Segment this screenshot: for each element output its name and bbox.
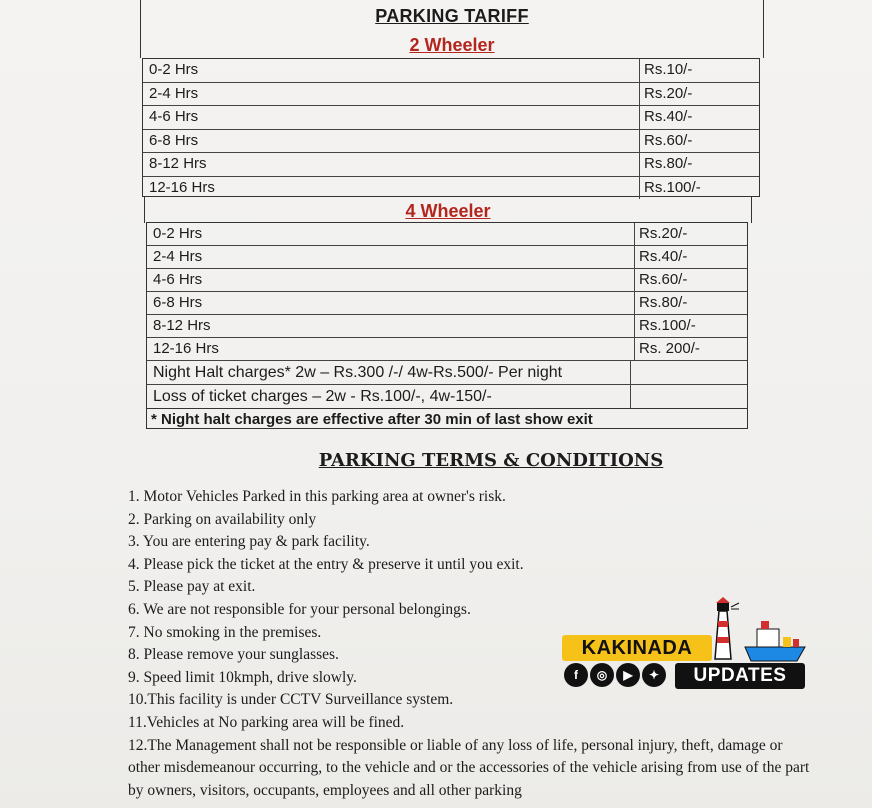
term-item: 8. Please remove your sunglasses.: [128, 646, 339, 664]
hours-cell: 2-4 Hrs: [153, 248, 203, 265]
rate-cell: Rs.40/-: [634, 246, 687, 268]
table-row: [147, 268, 747, 291]
term-item: 10.This facility is under CCTV Surveillance system.: [128, 691, 454, 709]
two-wheeler-heading: 2 Wheeler: [409, 35, 495, 55]
four-wheeler-header: [144, 196, 752, 223]
rate-cell: Rs.40/-: [639, 106, 692, 129]
table-row: [147, 245, 747, 268]
term-item: 2. Parking on availability only: [128, 510, 317, 528]
term-item: 6. We are not responsible for your personal belongings.: [128, 600, 471, 618]
term-item: 12.The Management shall not be responsible or liable of any loss of life, personal injury, theft, damage or other misdemeanour occurring, to the vehicle and or the accessories of the vehicle arising from use of the part by owners, visitors, occupants, employees and all other parking: [128, 736, 810, 799]
loss-ticket-row: [147, 384, 747, 408]
rate-cell: Rs.80/-: [634, 292, 687, 314]
tariff-title: PARKING TARIFF: [375, 6, 529, 26]
loss-ticket-text: Loss of ticket charges – 2w - Rs.100/-, 4w-150/-: [153, 388, 492, 405]
hours-cell: 4-6 Hrs: [149, 108, 199, 125]
hours-cell: 8-12 Hrs: [153, 317, 211, 334]
rate-cell: Rs. 200/-: [634, 338, 700, 360]
rate-cell: Rs.100/-: [639, 177, 701, 200]
logo-bottom-text: UPDATES: [675, 663, 805, 689]
four-wheeler-heading: 4 Wheeler: [405, 201, 491, 221]
table-row: [143, 82, 759, 106]
hours-cell: 6-8 Hrs: [149, 131, 199, 149]
term-item: 4. Please pick the ticket at the entry & preserve it until you exit.: [128, 555, 524, 573]
kakinada-updates-logo: [560, 597, 810, 692]
term-item: 1. Motor Vehicles Parked in this parking area at owner's risk.: [128, 488, 506, 505]
rate-cell: Rs.80/-: [639, 153, 692, 176]
terms-title: PARKING TERMS & CONDITIONS: [318, 450, 664, 471]
lighthouse-ship-icon: [705, 597, 810, 663]
facebook-icon: f: [564, 663, 588, 687]
hours-cell: 12-16 Hrs: [153, 340, 219, 357]
rate-cell: Rs.20/-: [634, 223, 687, 245]
table-row: [143, 129, 759, 153]
rate-cell: Rs.60/-: [634, 269, 687, 291]
loss-ticket-rate-cell: [630, 385, 631, 408]
night-halt-row: [147, 360, 747, 384]
hours-cell: 6-8 Hrs: [153, 294, 203, 311]
hours-cell: 8-12 Hrs: [149, 155, 207, 172]
twitter-icon: ✦: [642, 663, 666, 687]
rate-cell: Rs.20/-: [639, 83, 692, 106]
tariff-header: [140, 0, 764, 58]
table-row: [147, 223, 747, 245]
rate-cell: Rs.10/-: [639, 59, 692, 82]
four-wheeler-table: [146, 222, 748, 429]
hours-cell: 4-6 Hrs: [153, 271, 203, 288]
rate-cell: Rs.60/-: [639, 130, 692, 153]
social-icons: [564, 663, 666, 689]
term-item: 7. No smoking in the premises.: [128, 623, 322, 641]
term-item: 5. Please pay at exit.: [128, 578, 256, 596]
table-row: [147, 291, 747, 314]
hours-cell: 12-16 Hrs: [149, 178, 215, 196]
instagram-icon: ◎: [590, 663, 614, 687]
term-item: 11.Vehicles at No parking area will be fined.: [128, 713, 405, 731]
table-row: [147, 337, 747, 360]
two-wheeler-table: [142, 58, 760, 197]
term-item: 9. Speed limit 10kmph, drive slowly.: [128, 668, 357, 686]
hours-cell: 0-2 Hrs: [149, 61, 199, 78]
term-item: 3. You are entering pay & park facility.: [128, 533, 370, 551]
night-halt-footnote: * Night halt charges are effective after 30 min of last show exit: [147, 408, 747, 431]
table-row: [147, 314, 747, 337]
rate-cell: Rs.100/-: [634, 315, 696, 337]
hours-cell: 0-2 Hrs: [153, 225, 203, 242]
night-halt-text: Night Halt charges* 2w – Rs.300 /-/ 4w-Rs.500/- Per night: [153, 364, 563, 381]
logo-top-text: KAKINADA: [562, 635, 712, 661]
youtube-icon: ▶: [616, 663, 640, 687]
table-row: [143, 152, 759, 176]
hours-cell: 2-4 Hrs: [149, 84, 199, 102]
table-row: [143, 59, 759, 82]
table-row: [143, 105, 759, 129]
night-halt-rate-cell: [630, 361, 631, 384]
